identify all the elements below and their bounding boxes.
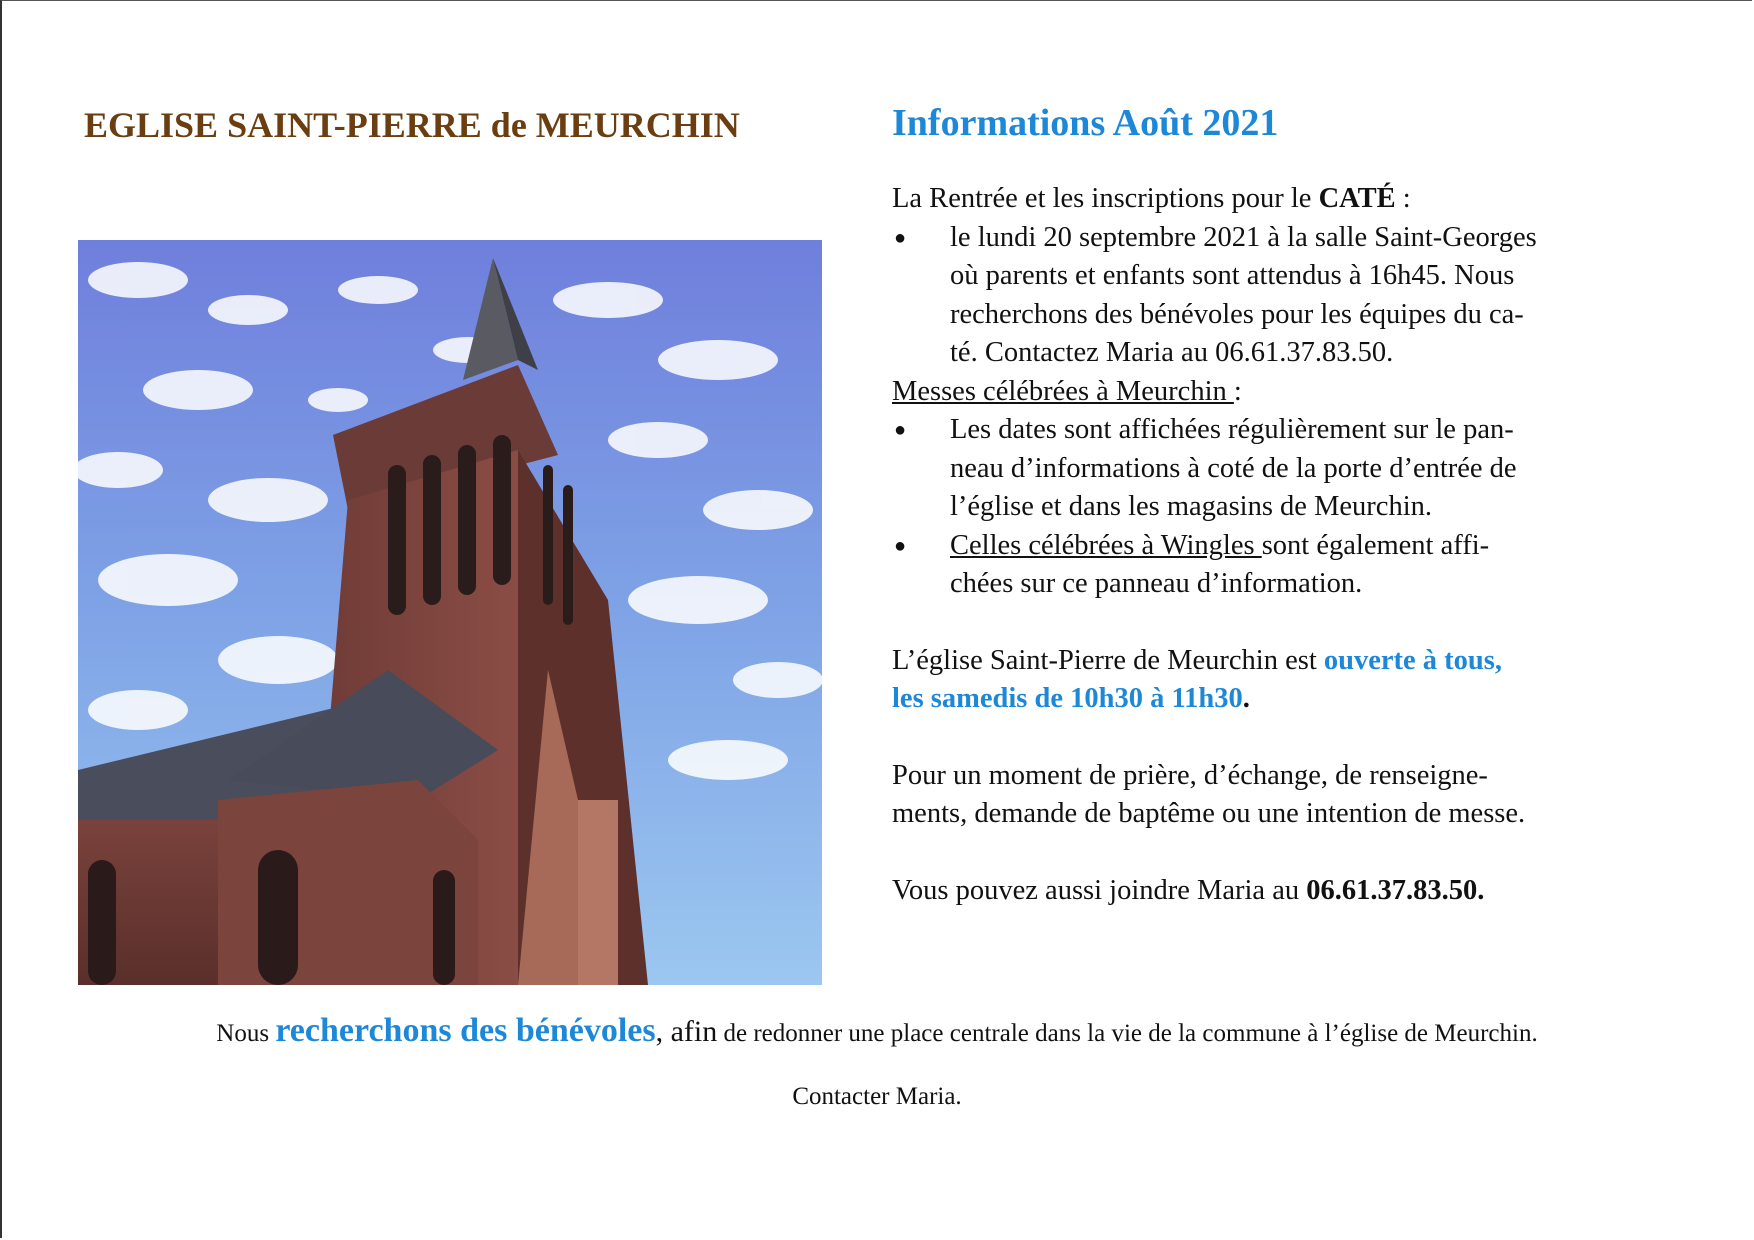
masses-line: l’église et dans les magasins de Meurchin. [950,491,1432,522]
cate-line: où parents et enfants sont attendus à 16h45. Nous [950,260,1515,291]
footer-rest: de redonner une place centrale dans la vie de la commune à l’église de Meurchin. [717,1020,1538,1047]
cate-bullet [892,219,1652,373]
masses-heading-colon: : [1233,375,1242,407]
masses-heading-text: Messes célébrées à Meurchin [892,375,1234,407]
footer-comma: , [655,1015,671,1048]
footer-contact: Contacter Maria. [792,1083,962,1110]
contact-phone: 06.61.37.83.50. [1306,874,1485,906]
opening-line-2 [892,680,1652,719]
bullet-icon: ● [894,226,907,249]
wingles-rest: sont également affi- [1261,529,1490,561]
church-name-title: EGLISE SAINT-PIERRE de MEURCHIN [84,105,740,145]
cate-line: recherchons des bénévoles pour les équipes du ca- [950,298,1524,330]
prayer-line-2: ments, demande de baptême ou une intention de messe. [892,798,1526,829]
volunteer-appeal [0,1012,1754,1050]
cate-intro-colon: : [1395,183,1411,214]
wingles-line [950,527,1652,566]
footer-afin: afin [670,1015,718,1048]
information-column [892,100,1652,910]
bullet-icon: ● [894,534,907,557]
bullet-icon: ● [894,419,907,441]
footer-nous: Nous [216,1020,276,1047]
contact-text: Vous pouvez aussi joindre Maria au [892,874,1307,906]
masses-bullet-dates [892,411,1652,527]
masses-bullet-wingles [892,527,1652,604]
church-tower-image [78,240,822,985]
church-photo [78,240,822,985]
footer-highlight: recherchons des bénévoles [275,1012,656,1049]
cate-intro [892,180,1652,219]
opening-period: . [1242,683,1250,714]
cate-line: té. Contactez Maria au 06.61.37.83.50. [950,337,1394,368]
info-heading: Informations Août 2021 [892,102,1279,144]
cate-line: le lundi 20 septembre 2021 à la salle Saint-Georges [950,221,1537,253]
masses-line: Les dates sont affichées régulièrement sur le pan- [950,414,1514,445]
cate-label: CATÉ [1318,183,1396,214]
opening-hours: les samedis de 10h30 à 11h30 [892,683,1243,714]
opening-text: L’église Saint-Pierre de Meurchin est [892,644,1324,676]
wingles-underlined: Celles célébrées à Wingles [950,529,1262,561]
opening-highlight: ouverte à tous, [1323,644,1502,676]
masses-line: neau d’informations à coté de la porte d’entrée de [950,452,1517,484]
contact-line [892,872,1652,911]
prayer-line-1: Pour un moment de prière, d’échange, de renseigne- [892,759,1488,791]
opening-line-1 [892,642,1652,681]
masses-heading [892,373,1652,412]
wingles-line-2: chées sur ce panneau d’information. [950,568,1363,599]
cate-intro-text: La Rentrée et les inscriptions pour le [892,183,1319,214]
